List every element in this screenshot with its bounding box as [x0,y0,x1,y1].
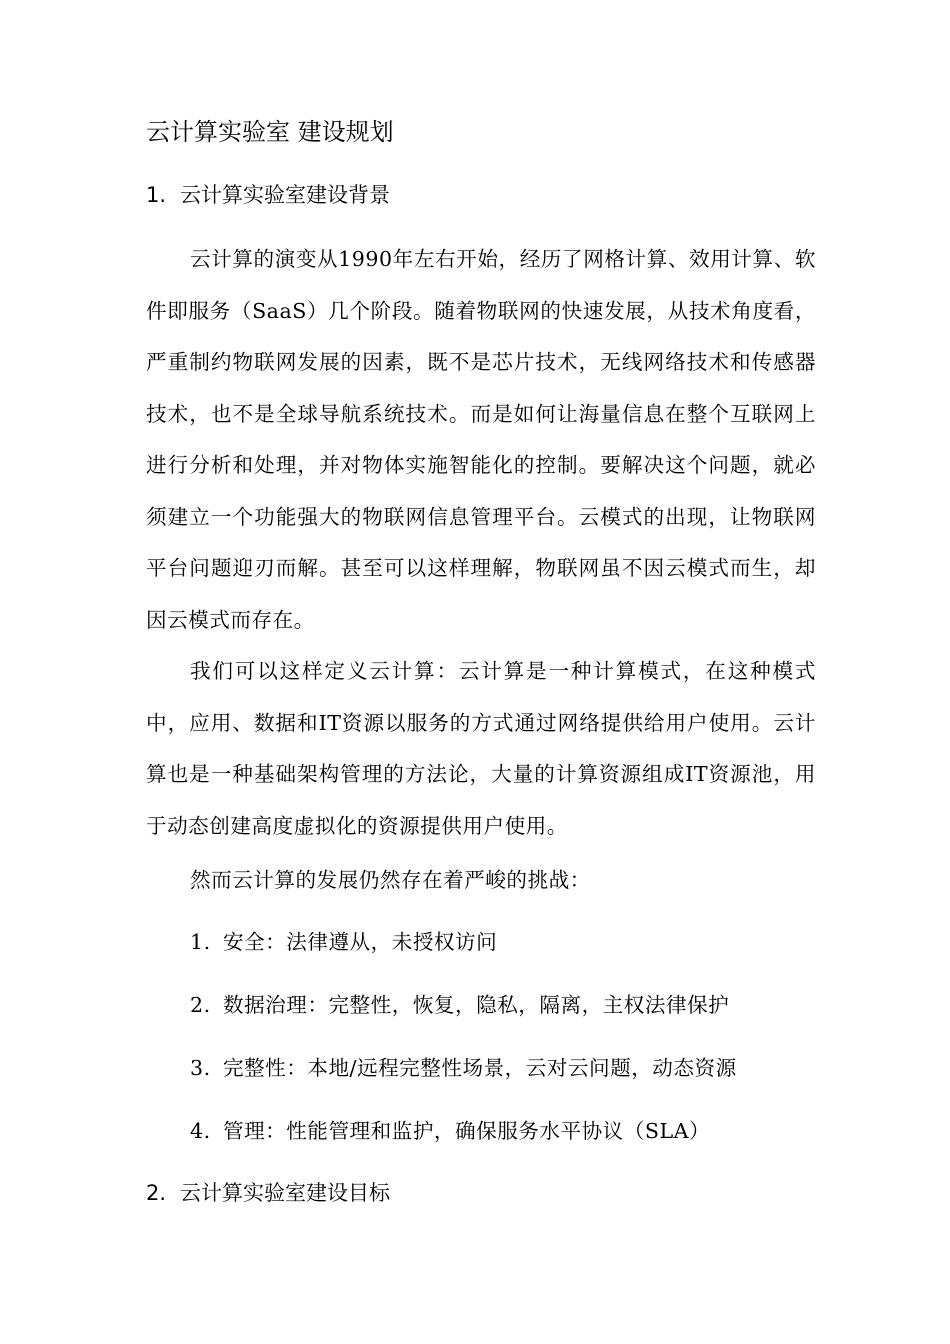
section-heading-2 [146,1176,390,1210]
list-item [190,925,497,959]
section-number: 2. [146,1181,167,1205]
section-heading-1 [146,178,390,212]
list-number: 4. [190,1119,211,1143]
list-text: 完整性：本地/远程完整性场景，云对云问题，动态资源 [223,1056,737,1080]
paragraph-definition: 我们可以这样定义云计算：云计算是一种计算模式，在这种模式中，应用、数据和IT资源以服务的方式通过网络提供给用户使用。云计算也是一种基础架构管理的方法论，大量的计算资源组成IT资源池，用于动态创建高度虚拟化的资源提供用户使用。 [146,659,816,838]
list-number: 3. [190,1056,211,1080]
section-title: 云计算实验室建设背景 [180,183,390,207]
section-number: 1. [146,183,167,207]
list-item [190,1114,710,1148]
list-number: 2. [190,993,211,1017]
list-item [190,988,729,1022]
list-text: 数据治理：完整性，恢复，隐私，隔离，主权法律保护 [223,993,730,1017]
list-text: 管理：性能管理和监护，确保服务水平协议（SLA） [223,1119,711,1143]
paragraph-challenges-intro: 然而云计算的发展仍然存在着严峻的挑战： [190,868,591,892]
list-number: 1. [190,930,211,954]
section-title: 云计算实验室建设目标 [180,1181,390,1205]
list-item [190,1051,737,1085]
paragraph-background: 云计算的演变从1990年左右开始，经历了网格计算、效用计算、软件即服务（SaaS）几个阶段。随着物联网的快速发展，从技术角度看，严重制约物联网发展的因素，既不是芯片技术，无线网络技术和传感器技术，也不是全球导航系统技术。而是如何让海量信息在整个互联网上进行分析和处理，并对物体实施智能化的控制。要解决这个问题，就必须建立一个功能强大的物联网信息管理平台。云模式的出现，让物联网平台问题迎刃而解。甚至可以这样理解，物联网虽不因云模式而生，却因云模式而存在。 [146,247,816,632]
document-title: 云计算实验室 建设规划 [146,118,394,146]
list-text: 安全：法律遵从，未授权访问 [223,930,498,954]
